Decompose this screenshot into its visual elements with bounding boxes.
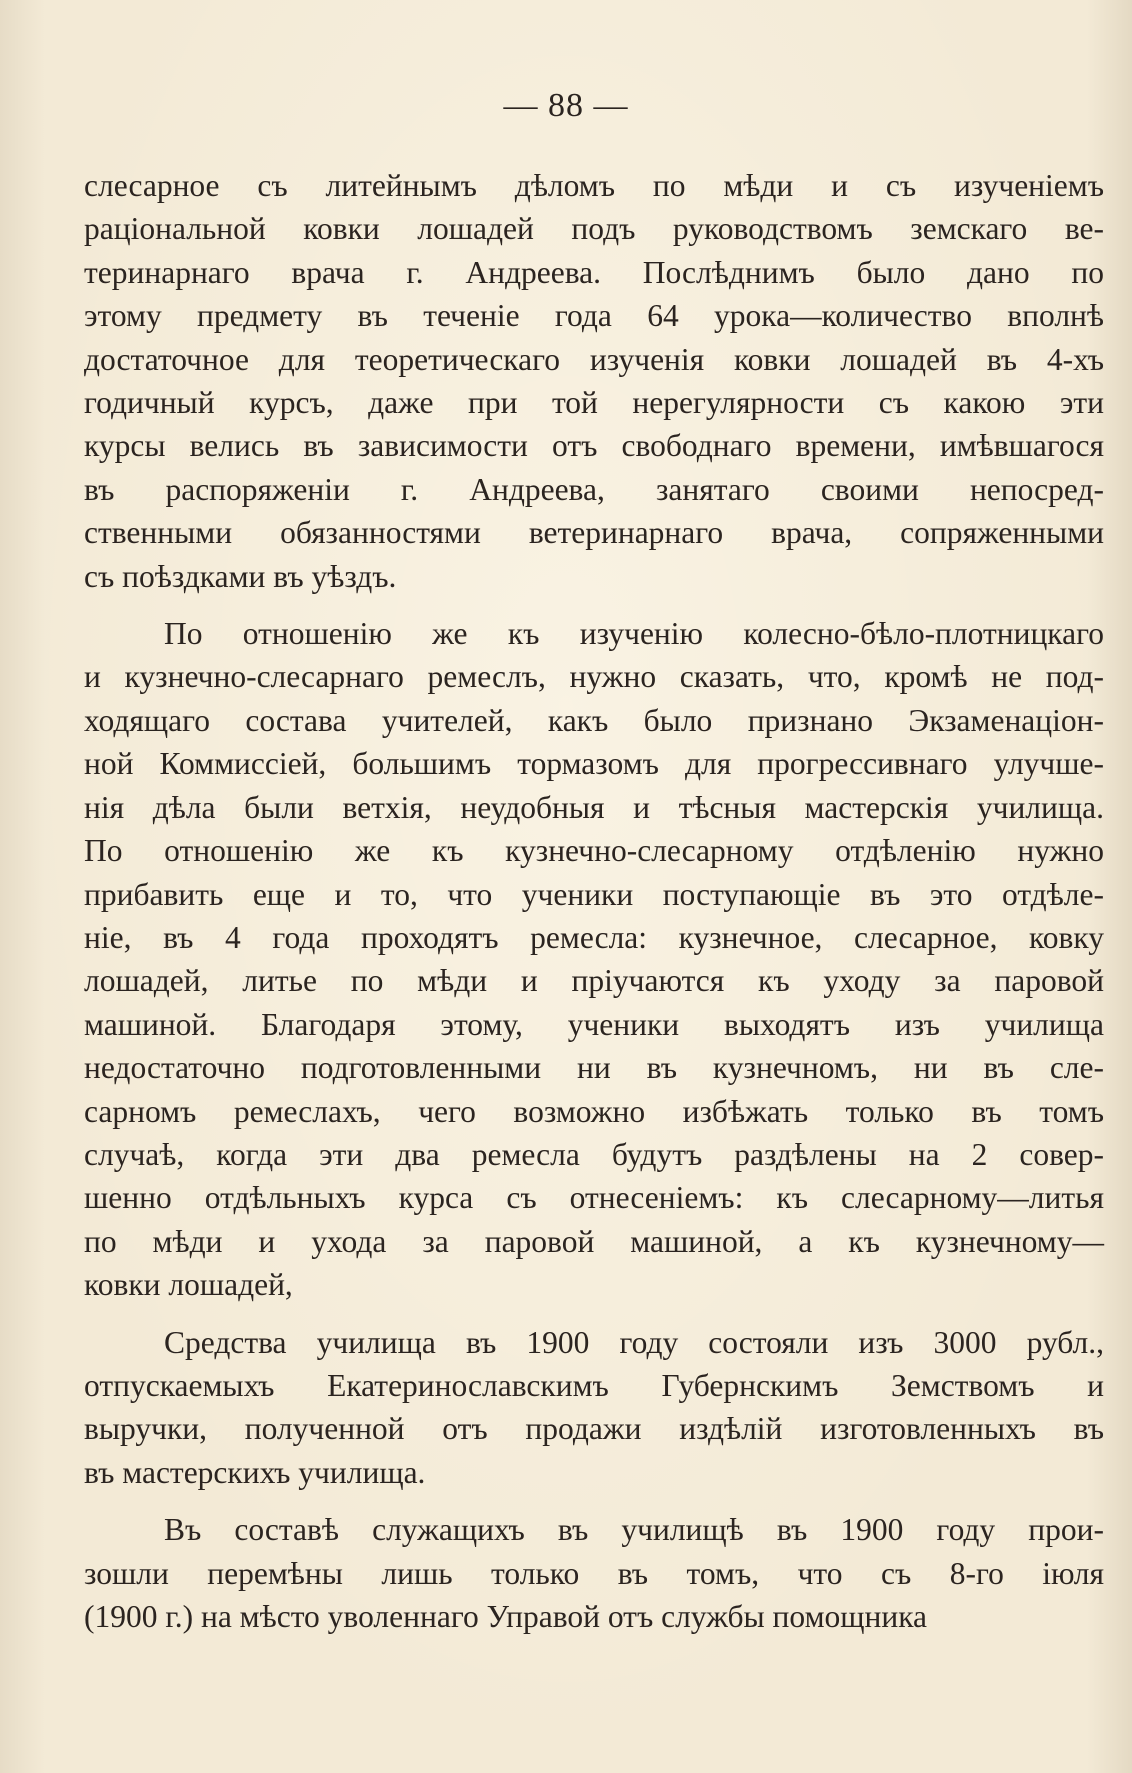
- text-line: сарномъ ремеслахъ, чего возможно избѣжать только въ томъ: [84, 1093, 1104, 1129]
- text-line: въ распоряженіи г. Андреева, занятаго своими непосред-: [84, 471, 1104, 507]
- text-line: годичный курсъ, даже при той нерегулярности съ какою эти: [84, 385, 1104, 421]
- body-text: [84, 164, 1104, 1638]
- text-line: нія дѣла были ветхія, неудобныя и тѣсныя мастерскія училища.: [84, 789, 1104, 825]
- text-line: Средства училища въ 1900 году состояли изъ 3000 рубл.,: [164, 1324, 1104, 1360]
- text-line: курсы велись въ зависимости отъ свободнаго времени, имѣвшагося: [84, 428, 1104, 464]
- paragraph: [84, 1321, 1104, 1495]
- page-number: — 88 —: [503, 87, 629, 124]
- paragraph: [84, 612, 1104, 1307]
- text-line: этому предмету въ теченіе года 64 урока—количество вполнѣ: [84, 298, 1104, 334]
- text-line: выручки, полученной отъ продажи издѣлій изготовленныхъ въ: [84, 1411, 1104, 1447]
- text-line: случаѣ, когда эти два ремесла будутъ раздѣлены на 2 совер-: [84, 1136, 1104, 1172]
- paragraph: [84, 164, 1104, 598]
- text-line: недостаточно подготовленными ни въ кузнечномъ, ни въ сле-: [84, 1050, 1104, 1086]
- text-line: зошли перемѣны лишь только въ томъ, что съ 8-го іюля: [84, 1555, 1104, 1591]
- text-line: шенно отдѣльныхъ курса съ отнесеніемъ: къ слесарному—литья: [84, 1180, 1104, 1216]
- text-line: съ поѣздками въ уѣздъ.: [84, 558, 397, 594]
- text-line: лошадей, литье по мѣди и пріучаются къ уходу за паровой: [84, 963, 1104, 999]
- text-line: ковки лошадей,: [84, 1267, 293, 1303]
- text-line: раціональной ковки лошадей подъ руководствомъ земскаго ве-: [84, 211, 1104, 247]
- text-line: отпускаемыхъ Екатеринославскимъ Губернскимъ Земствомъ и: [84, 1367, 1104, 1403]
- text-line: теринарнаго врача г. Андреева. Послѣднимъ было дано по: [84, 254, 1104, 290]
- text-line: По отношенію же къ изученію колесно-бѣло-плотницкаго: [164, 616, 1104, 652]
- text-line: ной Коммиссіей, большимъ тормазомъ для прогрессивнаго улучше-: [84, 746, 1104, 782]
- text-line: машиной. Благодаря этому, ученики выходятъ изъ училища: [84, 1006, 1104, 1042]
- text-line: слесарное съ литейнымъ дѣломъ по мѣди и съ изученіемъ: [84, 168, 1104, 203]
- paragraph-gap: [84, 1494, 1104, 1508]
- paragraph-gap: [84, 1307, 1104, 1321]
- text-line: ніе, въ 4 года проходятъ ремесла: кузнечное, слесарное, ковку: [84, 919, 1104, 955]
- text-line: ходящаго состава учителей, какъ было признано Экзаменаціон-: [84, 702, 1104, 738]
- paragraph-gap: [84, 598, 1104, 612]
- text-line: и кузнечно-слесарнаго ремеслъ, нужно сказать, что, кромѣ не под-: [84, 659, 1104, 695]
- text-line: въ мастерскихъ училища.: [84, 1454, 426, 1490]
- text-line: прибавить еще и то, что ученики поступающіе въ это отдѣле-: [84, 876, 1104, 912]
- paragraph: [84, 1508, 1104, 1638]
- text-line: (1900 г.) на мѣсто уволеннаго Управой отъ службы помощника: [84, 1599, 928, 1634]
- text-line: По отношенію же къ кузнечно-слесарному отдѣленію нужно: [84, 833, 1104, 869]
- text-line: по мѣди и ухода за паровой машиной, а къ кузнечному—: [84, 1223, 1104, 1259]
- text-line: достаточное для теоретическаго изученія ковки лошадей въ 4-хъ: [84, 341, 1104, 377]
- text-line: ственными обязанностями ветеринарнаго врача, сопряженными: [84, 515, 1104, 551]
- text-line: Въ составѣ служащихъ въ училищѣ въ 1900 году прои-: [164, 1512, 1104, 1548]
